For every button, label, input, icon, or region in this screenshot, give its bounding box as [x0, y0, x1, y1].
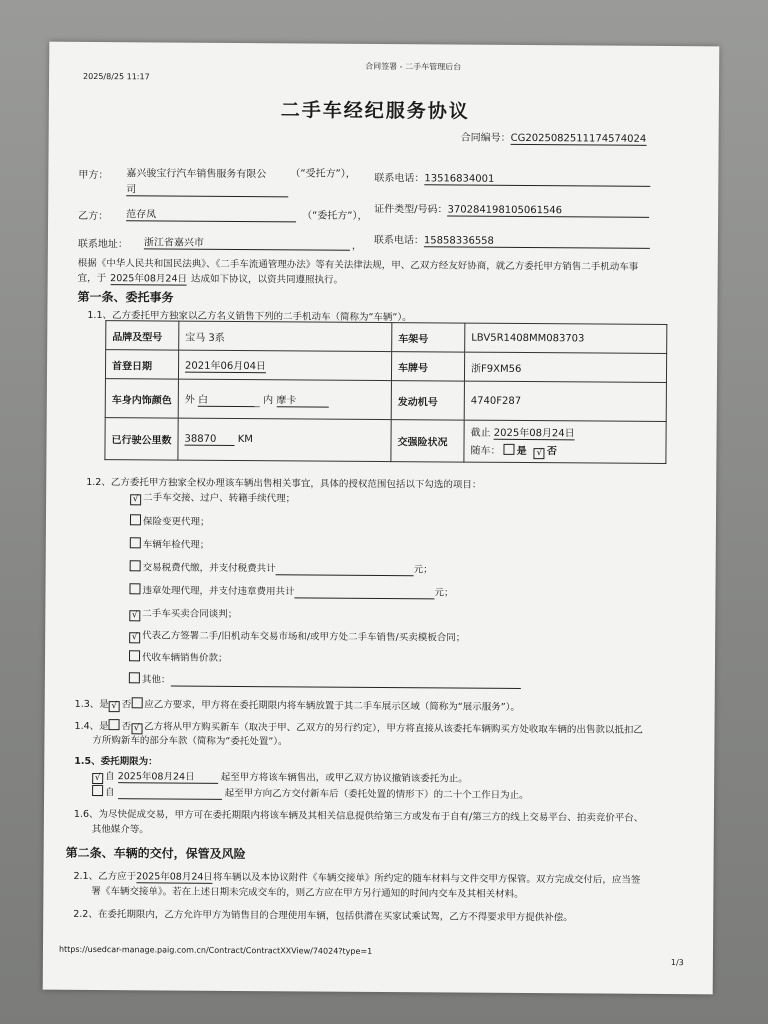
clause-1-4-yes-checkbox[interactable] [109, 719, 120, 730]
party-b-phone: 联系电话：15858336558 [374, 231, 650, 249]
section-1-title: 第一条、委托事务 [77, 289, 174, 305]
vehicle-info-table [104, 320, 667, 464]
site-title: 合同签署 - 二手车管理后台 [365, 61, 462, 72]
option-handover[interactable]: √ 二手车交接、过户、转籍手续代理； [130, 489, 295, 506]
option-collect-payment[interactable]: 代收车辆销售价款； [129, 649, 228, 664]
clause-1-3-yes-checkbox[interactable]: √ [109, 701, 120, 712]
plate-label: 车牌号 [391, 352, 464, 382]
color-label: 车身内饰颜色 [105, 379, 178, 419]
option-tax-checkbox[interactable] [130, 560, 141, 571]
section-2-title: 第二条、车辆的交付，保管及风险 [65, 845, 246, 862]
reg-date-label: 首登日期 [105, 350, 178, 380]
clause-1-3-no-checkbox[interactable] [131, 697, 142, 708]
contract-no: 合同编号：CG2025082511174574024 [460, 132, 647, 145]
option-violation-checkbox[interactable] [129, 583, 140, 594]
address-comma: ， [351, 240, 362, 252]
intro-line-1: 根据《中华人民共和国民法典》、《二手车流通管理办法》等有关法律法规，甲、乙双方经友好协商，就乙方委托甲方销售二手机动车事 [77, 257, 639, 273]
clause-1-4-line-2: 方所购新车的部分车款（简称为“委托处置”）。 [92, 734, 288, 748]
document-title: 二手车经纪服务协议 [280, 99, 470, 123]
engine-label: 发动机号 [391, 381, 464, 421]
with-car-no-checkbox[interactable]: √ [534, 448, 545, 459]
term-option-1-checkbox[interactable]: √ [92, 773, 103, 784]
address: 浙江省嘉兴市 [144, 233, 350, 250]
party-a-name: 嘉兴骏宝行汽车销售服务有限公 [126, 168, 267, 181]
clause-1-4-no-checkbox[interactable]: √ [131, 723, 142, 734]
option-inspection[interactable]: 车辆年检代理； [130, 536, 210, 551]
option-negotiation[interactable]: √ 二手车买卖合同谈判； [129, 605, 237, 622]
brand-value: 宝马 3系 [179, 321, 392, 351]
address-label: 联系地址： [77, 238, 128, 251]
clause-1-2: 1.2、乙方委托甲方独家全权办理该车辆出售相关事宜，具体的授权范围包括以下勾选的项目： [86, 476, 482, 491]
insurance-value: 截止 2025年08月24日 随车： 是 √ 否 [464, 420, 666, 463]
clause-1-6: 1.6、为尽快促成交易，甲方可在委托期限内将该车辆及其相关信息提供给第三方或发布于自有/第三方的线上交易平台、拍卖竞价平台、 [73, 808, 644, 824]
term-option-2-checkbox[interactable] [92, 785, 103, 796]
contract-page [43, 42, 720, 995]
intro-line-2: 宜，于 2025年08月24日 达成如下协议，以资共同遵照执行。 [78, 270, 343, 287]
page-number: 1/3 [670, 958, 684, 968]
option-other[interactable]: 其他： [129, 671, 521, 689]
option-tax[interactable]: 交易税费代缴，并支付税费共计 元； [130, 559, 433, 576]
clause-2-1: 2.1、乙方应于2025年08月24日将车辆以及本协议附件《车辆交接单》所约定的随车材料与文件交甲方保管。双方完成交付后，应当签 [73, 868, 640, 887]
option-handover-checkbox[interactable]: √ [130, 494, 141, 505]
page-url: https://usedcar-manage.paig.com.cn/Contract/ContractXXView/74024?type=1 [58, 944, 373, 956]
party-b-name: 范存凤 [126, 205, 296, 222]
vin-label: 车架号 [392, 323, 465, 353]
party-a-label: 甲方： [78, 169, 109, 182]
option-insurance[interactable]: 保险变更代理； [130, 513, 210, 528]
option-inspection-checkbox[interactable] [130, 537, 141, 548]
with-car-yes-checkbox[interactable] [504, 444, 515, 455]
party-b-id: 证件类型/号码：370284198105061546 [374, 200, 649, 218]
km-value: 38870 KM [178, 418, 391, 461]
party-a-phone: 联系电话：13516834001 [374, 169, 650, 187]
term-option-2: 自 起至甲方向乙方交付新车后（委托处置的情形下）的二十个工作日为止。 [92, 784, 529, 802]
clause-1-5: 1.5、委托期限为： [74, 755, 158, 768]
clause-1-6-line-2: 其他媒介等。 [91, 823, 149, 836]
party-a-name-line2: 司 [126, 180, 288, 197]
option-insurance-checkbox[interactable] [130, 514, 141, 525]
party-b-label: 乙方： [78, 210, 109, 223]
insurance-label: 交强险状况 [391, 420, 464, 463]
clause-1-3: 1.3、是 √ 否 应乙方要求，甲方将在委托期限内将车辆放置于其二手车展示区域（简称为“展示服务”）。 [74, 698, 520, 713]
option-negotiation-checkbox[interactable]: √ [129, 610, 140, 621]
vin-value: LBV5R1408MM083703 [465, 323, 667, 353]
reg-date-value: 2021年06月04日 [178, 350, 391, 380]
clause-2-1-line-2: 署《车辆交接单》。若在上述日期未完成交车的，则乙方应在甲方另行通知的时间内交车及其相关材料。 [91, 885, 524, 901]
option-other-checkbox[interactable] [129, 672, 140, 683]
km-label: 已行驶公里数 [105, 418, 178, 461]
plate-value: 浙F9XM56 [464, 352, 666, 382]
term-option-1: √ 自 2025年08月24日 起至甲方将该车辆售出，或甲乙双方协议撤销该委托为止。 [92, 768, 468, 787]
brand-label: 品牌及型号 [106, 321, 179, 351]
clause-1-4: 1.4、是 否 √ 乙方将从甲方购买新车（取决于甲、乙双方的另行约定），甲方将直接从该委托车辆购买方处收取车辆的出售款以抵扣乙 [74, 720, 643, 736]
option-collect-payment-checkbox[interactable] [129, 650, 140, 661]
party-a-role: （“受托方”）， [290, 168, 356, 180]
engine-value: 4740F287 [464, 381, 666, 421]
clause-1-1: 1.1、乙方委托甲方独家以乙方名义销售下列的二手机动车（简称为“车辆”）。 [87, 309, 412, 324]
option-sign-contract[interactable]: √ 代表乙方签署二手/旧机动车交易市场和/或甲方处二手车销售/买卖模板合同； [129, 627, 465, 645]
color-value: 外 白 内 摩卡 [178, 379, 391, 419]
option-violation[interactable]: 违章处理代理，并支付违章费用共计 元； [129, 582, 453, 599]
clause-2-2: 2.2、在委托期限内，乙方允许甲方为销售目的合理使用车辆，包括供潜在买家试乘试驾，乙方不得要求甲方提供补偿。 [73, 908, 573, 924]
option-sign-contract-checkbox[interactable]: √ [129, 632, 140, 643]
party-b-role: （“委托方”）， [302, 210, 368, 222]
print-datetime: 2025/8/25 11:17 [83, 71, 150, 82]
